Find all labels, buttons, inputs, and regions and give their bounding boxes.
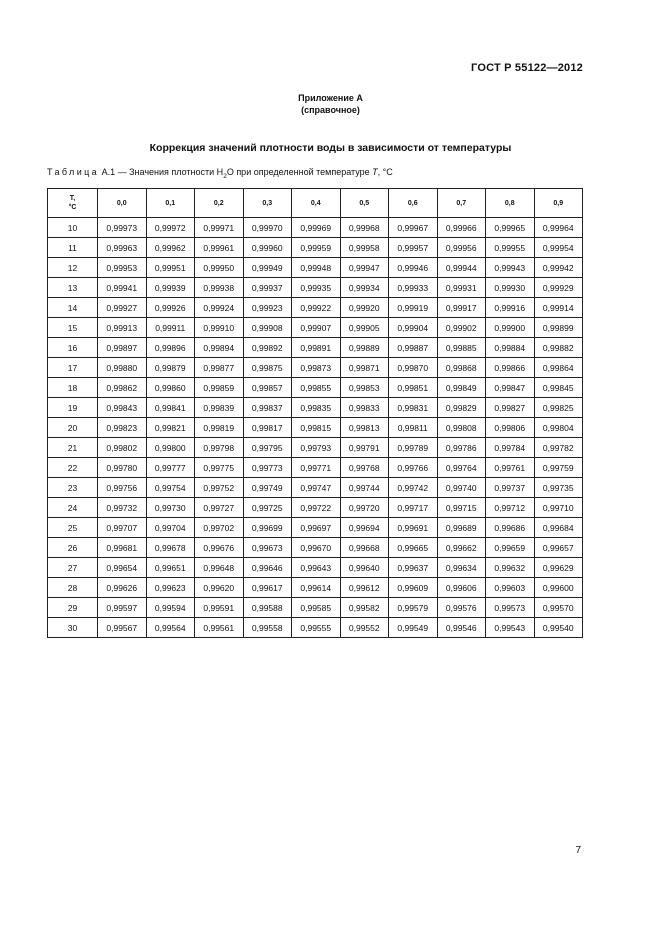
density-cell: 0,99965 [486,218,535,238]
density-cell: 0,99817 [243,418,292,438]
density-cell: 0,99784 [486,438,535,458]
density-cell: 0,99853 [340,378,389,398]
density-cell: 0,99670 [292,538,341,558]
table-row [48,478,583,498]
table-row [48,538,583,558]
density-cell: 0,99967 [389,218,438,238]
density-cell: 0,99740 [437,478,486,498]
density-cell: 0,99715 [437,498,486,518]
density-cell: 0,99549 [389,618,438,638]
table-row [48,278,583,298]
density-cell: 0,99920 [340,298,389,318]
table-caption-number: А.1 — Значения плотности H [101,167,224,177]
density-cell: 0,99756 [98,478,147,498]
table-header-row [48,189,583,218]
density-cell: 0,99875 [243,358,292,378]
density-cell: 0,99597 [98,598,147,618]
density-cell: 0,99632 [486,558,535,578]
density-cell: 0,99591 [195,598,244,618]
table-row [48,458,583,478]
density-cell: 0,99930 [486,278,535,298]
density-cell: 0,99879 [146,358,195,378]
density-cell: 0,99732 [98,498,147,518]
density-cell: 0,99927 [98,298,147,318]
density-cell: 0,99744 [340,478,389,498]
density-cell: 0,99815 [292,418,341,438]
density-cell: 0,99813 [340,418,389,438]
density-cell: 0,99712 [486,498,535,518]
density-cell: 0,99606 [437,578,486,598]
table-caption-label: Таблица [47,167,100,177]
density-cell: 0,99938 [195,278,244,298]
density-cell: 0,99811 [389,418,438,438]
density-cell: 0,99862 [98,378,147,398]
density-cell: 0,99827 [486,398,535,418]
density-cell: 0,99866 [486,358,535,378]
density-cell: 0,99868 [437,358,486,378]
density-cell: 0,99646 [243,558,292,578]
density-cell: 0,99570 [534,598,583,618]
density-cell: 0,99973 [98,218,147,238]
temperature-header-unit: °C [68,204,77,211]
density-cell: 0,99970 [243,218,292,238]
table-row [48,338,583,358]
density-cell: 0,99924 [195,298,244,318]
temperature-cell: 13 [48,278,98,298]
density-cell: 0,99934 [340,278,389,298]
density-cell: 0,99825 [534,398,583,418]
density-cell: 0,99916 [486,298,535,318]
density-cell: 0,99727 [195,498,244,518]
density-cell: 0,99873 [292,358,341,378]
density-cell: 0,99720 [340,498,389,518]
column-header: 0,2 [195,189,244,218]
density-cell: 0,99626 [98,578,147,598]
density-cell: 0,99968 [340,218,389,238]
page-number: 7 [575,845,581,856]
density-cell: 0,99603 [486,578,535,598]
table-row [48,258,583,278]
temperature-cell: 14 [48,298,98,318]
density-cell: 0,99552 [340,618,389,638]
density-cell: 0,99951 [146,258,195,278]
density-cell: 0,99900 [486,318,535,338]
density-cell: 0,99710 [534,498,583,518]
density-cell: 0,99651 [146,558,195,578]
appendix-title: Приложение А [298,93,363,103]
temperature-cell: 22 [48,458,98,478]
table-row [48,558,583,578]
table-caption-unit: , °C [377,167,393,177]
temperature-cell: 16 [48,338,98,358]
density-cell: 0,99737 [486,478,535,498]
density-cell: 0,99789 [389,438,438,458]
density-cell: 0,99697 [292,518,341,538]
density-cell: 0,99910 [195,318,244,338]
density-cell: 0,99859 [195,378,244,398]
column-header: 0,6 [389,189,438,218]
density-cell: 0,99768 [340,458,389,478]
density-cell: 0,99892 [243,338,292,358]
density-cell: 0,99567 [98,618,147,638]
density-cell: 0,99963 [98,238,147,258]
density-cell: 0,99643 [292,558,341,578]
temperature-cell: 10 [48,218,98,238]
temperature-cell: 26 [48,538,98,558]
density-cell: 0,99902 [437,318,486,338]
temperature-cell: 11 [48,238,98,258]
density-cell: 0,99926 [146,298,195,318]
density-cell: 0,99678 [146,538,195,558]
table-caption-symbol: T [372,167,378,177]
density-cell: 0,99747 [292,478,341,498]
density-cell: 0,99958 [340,238,389,258]
density-cell: 0,99833 [340,398,389,418]
density-cell: 0,99955 [486,238,535,258]
temperature-cell: 30 [48,618,98,638]
density-cell: 0,99699 [243,518,292,538]
temperature-cell: 17 [48,358,98,378]
density-cell: 0,99857 [243,378,292,398]
density-cell: 0,99594 [146,598,195,618]
density-cell: 0,99546 [437,618,486,638]
density-cell: 0,99905 [340,318,389,338]
table-caption-middle: O при определенной температуре [226,167,373,177]
density-cell: 0,99923 [243,298,292,318]
density-table [47,188,583,638]
density-cell: 0,99870 [389,358,438,378]
density-cell: 0,99555 [292,618,341,638]
density-cell: 0,99802 [98,438,147,458]
density-cell: 0,99686 [486,518,535,538]
density-cell: 0,99764 [437,458,486,478]
density-cell: 0,99735 [534,478,583,498]
density-cell: 0,99791 [340,438,389,458]
density-cell: 0,99659 [486,538,535,558]
density-cell: 0,99972 [146,218,195,238]
density-cell: 0,99793 [292,438,341,458]
density-cell: 0,99579 [389,598,438,618]
density-cell: 0,99877 [195,358,244,378]
density-cell: 0,99964 [534,218,583,238]
column-header: 0,4 [292,189,341,218]
density-cell: 0,99889 [340,338,389,358]
density-cell: 0,99956 [437,238,486,258]
density-cell: 0,99935 [292,278,341,298]
density-cell: 0,99931 [437,278,486,298]
density-cell: 0,99864 [534,358,583,378]
density-cell: 0,99929 [534,278,583,298]
density-cell: 0,99897 [98,338,147,358]
density-cell: 0,99573 [486,598,535,618]
density-cell: 0,99847 [486,378,535,398]
density-cell: 0,99654 [98,558,147,578]
density-cell: 0,99634 [437,558,486,578]
column-header: 0,1 [146,189,195,218]
density-cell: 0,99702 [195,518,244,538]
table-row [48,618,583,638]
temperature-cell: 12 [48,258,98,278]
density-cell: 0,99823 [98,418,147,438]
density-cell: 0,99887 [389,338,438,358]
column-header: 0,5 [340,189,389,218]
temperature-cell: 21 [48,438,98,458]
document-heading: Коррекция значений плотности воды в зависимости от температуры [149,142,512,154]
temperature-cell: 28 [48,578,98,598]
density-cell: 0,99849 [437,378,486,398]
density-cell: 0,99676 [195,538,244,558]
density-cell: 0,99946 [389,258,438,278]
density-cell: 0,99942 [534,258,583,278]
table-row [48,358,583,378]
density-cell: 0,99540 [534,618,583,638]
density-cell: 0,99558 [243,618,292,638]
density-cell: 0,99880 [98,358,147,378]
density-cell: 0,99775 [195,458,244,478]
standard-code: ГОСТ Р 55122—2012 [471,62,583,74]
table-row [48,378,583,398]
density-cell: 0,99937 [243,278,292,298]
density-cell: 0,99950 [195,258,244,278]
density-cell: 0,99617 [243,578,292,598]
temperature-cell: 19 [48,398,98,418]
density-cell: 0,99855 [292,378,341,398]
density-cell: 0,99911 [146,318,195,338]
density-cell: 0,99913 [98,318,147,338]
density-cell: 0,99766 [389,458,438,478]
density-cell: 0,99884 [486,338,535,358]
density-cell: 0,99771 [292,458,341,478]
density-cell: 0,99689 [437,518,486,538]
density-cell: 0,99798 [195,438,244,458]
temperature-header-symbol: T, [69,195,76,202]
density-cell: 0,99588 [243,598,292,618]
density-cell: 0,99629 [534,558,583,578]
density-cell: 0,99907 [292,318,341,338]
density-cell: 0,99949 [243,258,292,278]
density-cell: 0,99749 [243,478,292,498]
density-cell: 0,99673 [243,538,292,558]
column-header: 0,7 [437,189,486,218]
density-cell: 0,99662 [437,538,486,558]
table-row [48,598,583,618]
density-cell: 0,99561 [195,618,244,638]
density-cell: 0,99808 [437,418,486,438]
density-cell: 0,99962 [146,238,195,258]
density-cell: 0,99722 [292,498,341,518]
temperature-cell: 25 [48,518,98,538]
density-cell: 0,99795 [243,438,292,458]
density-cell: 0,99754 [146,478,195,498]
density-cell: 0,99971 [195,218,244,238]
density-cell: 0,99804 [534,418,583,438]
density-cell: 0,99933 [389,278,438,298]
table-row [48,518,583,538]
appendix-note: (справочное) [301,105,360,115]
density-cell: 0,99773 [243,458,292,478]
density-cell: 0,99717 [389,498,438,518]
density-cell: 0,99960 [243,238,292,258]
density-cell: 0,99759 [534,458,583,478]
temperature-cell: 23 [48,478,98,498]
density-cell: 0,99786 [437,438,486,458]
temperature-cell: 15 [48,318,98,338]
table-caption [47,167,393,180]
table-row [48,418,583,438]
density-cell: 0,99691 [389,518,438,538]
table-row [48,238,583,258]
column-header: 0,9 [534,189,583,218]
density-cell: 0,99614 [292,578,341,598]
density-cell: 0,99564 [146,618,195,638]
density-cell: 0,99966 [437,218,486,238]
density-cell: 0,99948 [292,258,341,278]
density-cell: 0,99782 [534,438,583,458]
table-row [48,218,583,238]
density-cell: 0,99894 [195,338,244,358]
density-cell: 0,99841 [146,398,195,418]
density-cell: 0,99694 [340,518,389,538]
density-cell: 0,99961 [195,238,244,258]
appendix-heading [0,92,661,116]
density-cell: 0,99957 [389,238,438,258]
density-cell: 0,99800 [146,438,195,458]
table-row [48,398,583,418]
density-cell: 0,99954 [534,238,583,258]
density-cell: 0,99668 [340,538,389,558]
density-cell: 0,99851 [389,378,438,398]
density-cell: 0,99882 [534,338,583,358]
table-row [48,318,583,338]
density-cell: 0,99600 [534,578,583,598]
table-row [48,438,583,458]
density-cell: 0,99885 [437,338,486,358]
density-cell: 0,99761 [486,458,535,478]
temperature-column-header [48,189,98,218]
density-cell: 0,99780 [98,458,147,478]
density-cell: 0,99665 [389,538,438,558]
density-cell: 0,99612 [340,578,389,598]
density-cell: 0,99919 [389,298,438,318]
density-cell: 0,99871 [340,358,389,378]
density-cell: 0,99620 [195,578,244,598]
density-cell: 0,99752 [195,478,244,498]
density-cell: 0,99821 [146,418,195,438]
density-cell: 0,99947 [340,258,389,278]
density-cell: 0,99941 [98,278,147,298]
density-cell: 0,99819 [195,418,244,438]
density-cell: 0,99953 [98,258,147,278]
density-cell: 0,99943 [486,258,535,278]
density-cell: 0,99684 [534,518,583,538]
density-cell: 0,99681 [98,538,147,558]
density-cell: 0,99543 [486,618,535,638]
density-cell: 0,99806 [486,418,535,438]
density-cell: 0,99777 [146,458,195,478]
density-cell: 0,99609 [389,578,438,598]
density-cell: 0,99914 [534,298,583,318]
density-cell: 0,99843 [98,398,147,418]
density-cell: 0,99922 [292,298,341,318]
column-header: 0,0 [98,189,147,218]
density-cell: 0,99730 [146,498,195,518]
temperature-cell: 27 [48,558,98,578]
density-cell: 0,99939 [146,278,195,298]
density-cell: 0,99576 [437,598,486,618]
density-cell: 0,99831 [389,398,438,418]
density-cell: 0,99845 [534,378,583,398]
density-cell: 0,99959 [292,238,341,258]
table-row [48,578,583,598]
density-cell: 0,99837 [243,398,292,418]
density-cell: 0,99657 [534,538,583,558]
table-caption-subscript: 2 [223,172,227,180]
table-row [48,498,583,518]
density-cell: 0,99899 [534,318,583,338]
column-header: 0,3 [243,189,292,218]
density-cell: 0,99640 [340,558,389,578]
density-cell: 0,99835 [292,398,341,418]
density-cell: 0,99908 [243,318,292,338]
density-cell: 0,99623 [146,578,195,598]
density-cell: 0,99969 [292,218,341,238]
density-cell: 0,99944 [437,258,486,278]
temperature-cell: 29 [48,598,98,618]
density-cell: 0,99742 [389,478,438,498]
density-cell: 0,99904 [389,318,438,338]
table-body [48,218,583,638]
temperature-cell: 24 [48,498,98,518]
density-cell: 0,99585 [292,598,341,618]
density-cell: 0,99896 [146,338,195,358]
density-cell: 0,99917 [437,298,486,318]
density-cell: 0,99860 [146,378,195,398]
density-cell: 0,99648 [195,558,244,578]
density-cell: 0,99891 [292,338,341,358]
density-cell: 0,99707 [98,518,147,538]
table-row [48,298,583,318]
temperature-cell: 20 [48,418,98,438]
density-cell: 0,99839 [195,398,244,418]
density-cell: 0,99725 [243,498,292,518]
density-cell: 0,99704 [146,518,195,538]
density-cell: 0,99582 [340,598,389,618]
density-cell: 0,99829 [437,398,486,418]
column-header: 0,8 [486,189,535,218]
temperature-cell: 18 [48,378,98,398]
density-cell: 0,99637 [389,558,438,578]
